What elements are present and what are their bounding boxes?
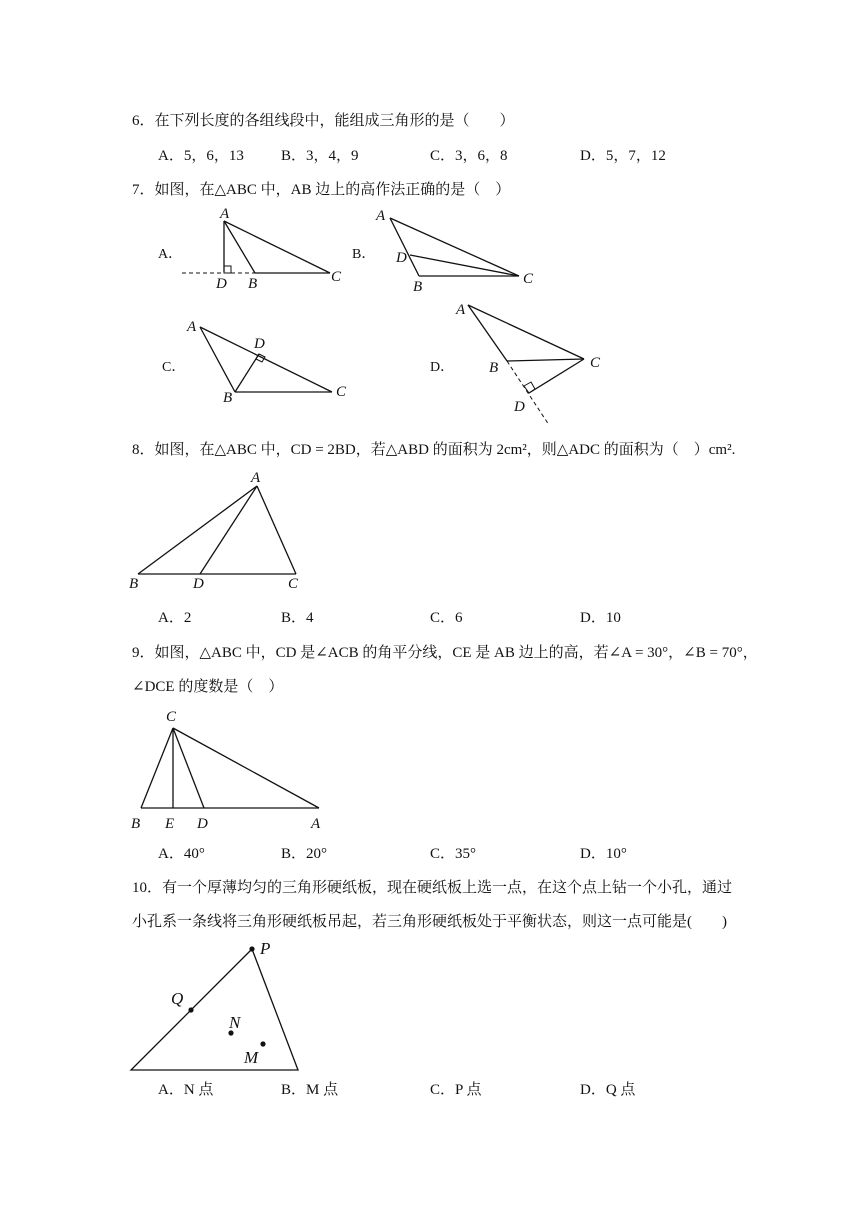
q7-stem: 7．如图，在△ABC 中，AB 边上的高作法正确的是（ ）	[132, 182, 511, 198]
q10-option-d[interactable]: D．Q 点	[580, 1082, 636, 1098]
q7a-label-D: D	[216, 276, 227, 292]
q8-label-A: A	[251, 470, 261, 486]
q9-stem-line2: ∠DCE 的度数是（ ）	[132, 679, 284, 695]
q7c-label-A: A	[187, 319, 197, 335]
q7d-label-A: A	[456, 302, 466, 318]
q10-label-Q: Q	[171, 989, 184, 1008]
q6-option-a[interactable]: A．5，6，13	[158, 148, 244, 164]
q7b-label-D: D	[396, 250, 407, 266]
q9-stem-line1: 9．如图，△ABC 中，CD 是∠ACB 的角平分线，CE 是 AB 边上的高，若∠A = 30°，∠B = 70°，	[132, 645, 758, 661]
q9-option-c[interactable]: C．35°	[430, 846, 477, 862]
q7a-label-C: C	[331, 269, 342, 285]
q9-option-b[interactable]: B．20°	[281, 846, 328, 862]
q10-option-a[interactable]: A．N 点	[158, 1082, 214, 1098]
q8-stem: 8．如图，在△ABC 中，CD = 2BD，若△ABD 的面积为 2cm²，则△ADC 的面积为（ ）cm².	[132, 442, 736, 458]
q10-label-P: P	[260, 939, 271, 958]
q6-stem: 6．在下列长度的各组线段中，能组成三角形的是（ ）	[132, 113, 515, 129]
q6-option-c[interactable]: C．3，6，8	[430, 148, 508, 164]
q7-figure-b	[372, 200, 552, 295]
q7d-label-D: D	[514, 399, 525, 415]
q7-option-b-label[interactable]: B．	[352, 247, 376, 262]
q9-label-B: B	[131, 816, 141, 832]
q7-option-c-label[interactable]: C．	[162, 360, 186, 375]
q7a-label-A: A	[220, 206, 230, 222]
q7-option-a-label[interactable]: A．	[158, 247, 183, 262]
q6-option-d[interactable]: D．5，7，12	[580, 148, 666, 164]
q10-stem-line1: 10．有一个厚薄均匀的三角形硬纸板，现在硬纸板上选一点，在这个点上钻一个小孔，通过	[132, 880, 733, 896]
q7-option-d-label[interactable]: D．	[430, 360, 455, 375]
q10-stem-line2: 小孔系一条线将三角形硬纸板吊起，若三角形硬纸板处于平衡状态，则这一点可能是( )	[132, 914, 727, 930]
point-m	[260, 1041, 265, 1046]
q10-option-c[interactable]: C．P 点	[430, 1082, 482, 1098]
q7a-label-B: B	[248, 276, 258, 292]
q7b-label-A: A	[376, 208, 386, 224]
q7-figure-d	[452, 295, 632, 435]
q8-label-B: B	[129, 576, 139, 592]
q8-option-d[interactable]: D．10	[580, 610, 621, 626]
q7-figure-c	[180, 310, 360, 405]
q7c-label-B: B	[223, 390, 233, 406]
q10-label-M: M	[244, 1048, 259, 1067]
q9-label-E: E	[165, 816, 175, 832]
q8-option-c[interactable]: C．6	[430, 610, 463, 626]
q8-option-b[interactable]: B．4	[281, 610, 314, 626]
q7c-label-D: D	[254, 336, 265, 352]
q6-option-b[interactable]: B．3，4，9	[281, 148, 359, 164]
q8-label-D: D	[193, 576, 204, 592]
q7d-label-C: C	[590, 355, 601, 371]
q10-option-b[interactable]: B．M 点	[281, 1082, 339, 1098]
q8-label-C: C	[288, 576, 299, 592]
q9-option-a[interactable]: A．40°	[158, 846, 205, 862]
q7-figure-a	[175, 205, 375, 295]
q7b-label-B: B	[413, 279, 423, 295]
point-q	[188, 1007, 193, 1012]
q7b-label-C: C	[523, 271, 534, 287]
q10-label-N: N	[229, 1013, 241, 1032]
q8-option-a[interactable]: A．2	[158, 610, 192, 626]
q8-figure	[124, 468, 324, 593]
q10-figure	[124, 936, 314, 1076]
q7d-label-B: B	[489, 360, 499, 376]
q9-figure	[124, 702, 334, 832]
q9-option-d[interactable]: D．10°	[580, 846, 627, 862]
q9-label-A: A	[311, 816, 321, 832]
q9-label-C: C	[166, 709, 177, 725]
point-p	[249, 946, 254, 951]
q7c-label-C: C	[336, 384, 347, 400]
q9-label-D: D	[197, 816, 208, 832]
